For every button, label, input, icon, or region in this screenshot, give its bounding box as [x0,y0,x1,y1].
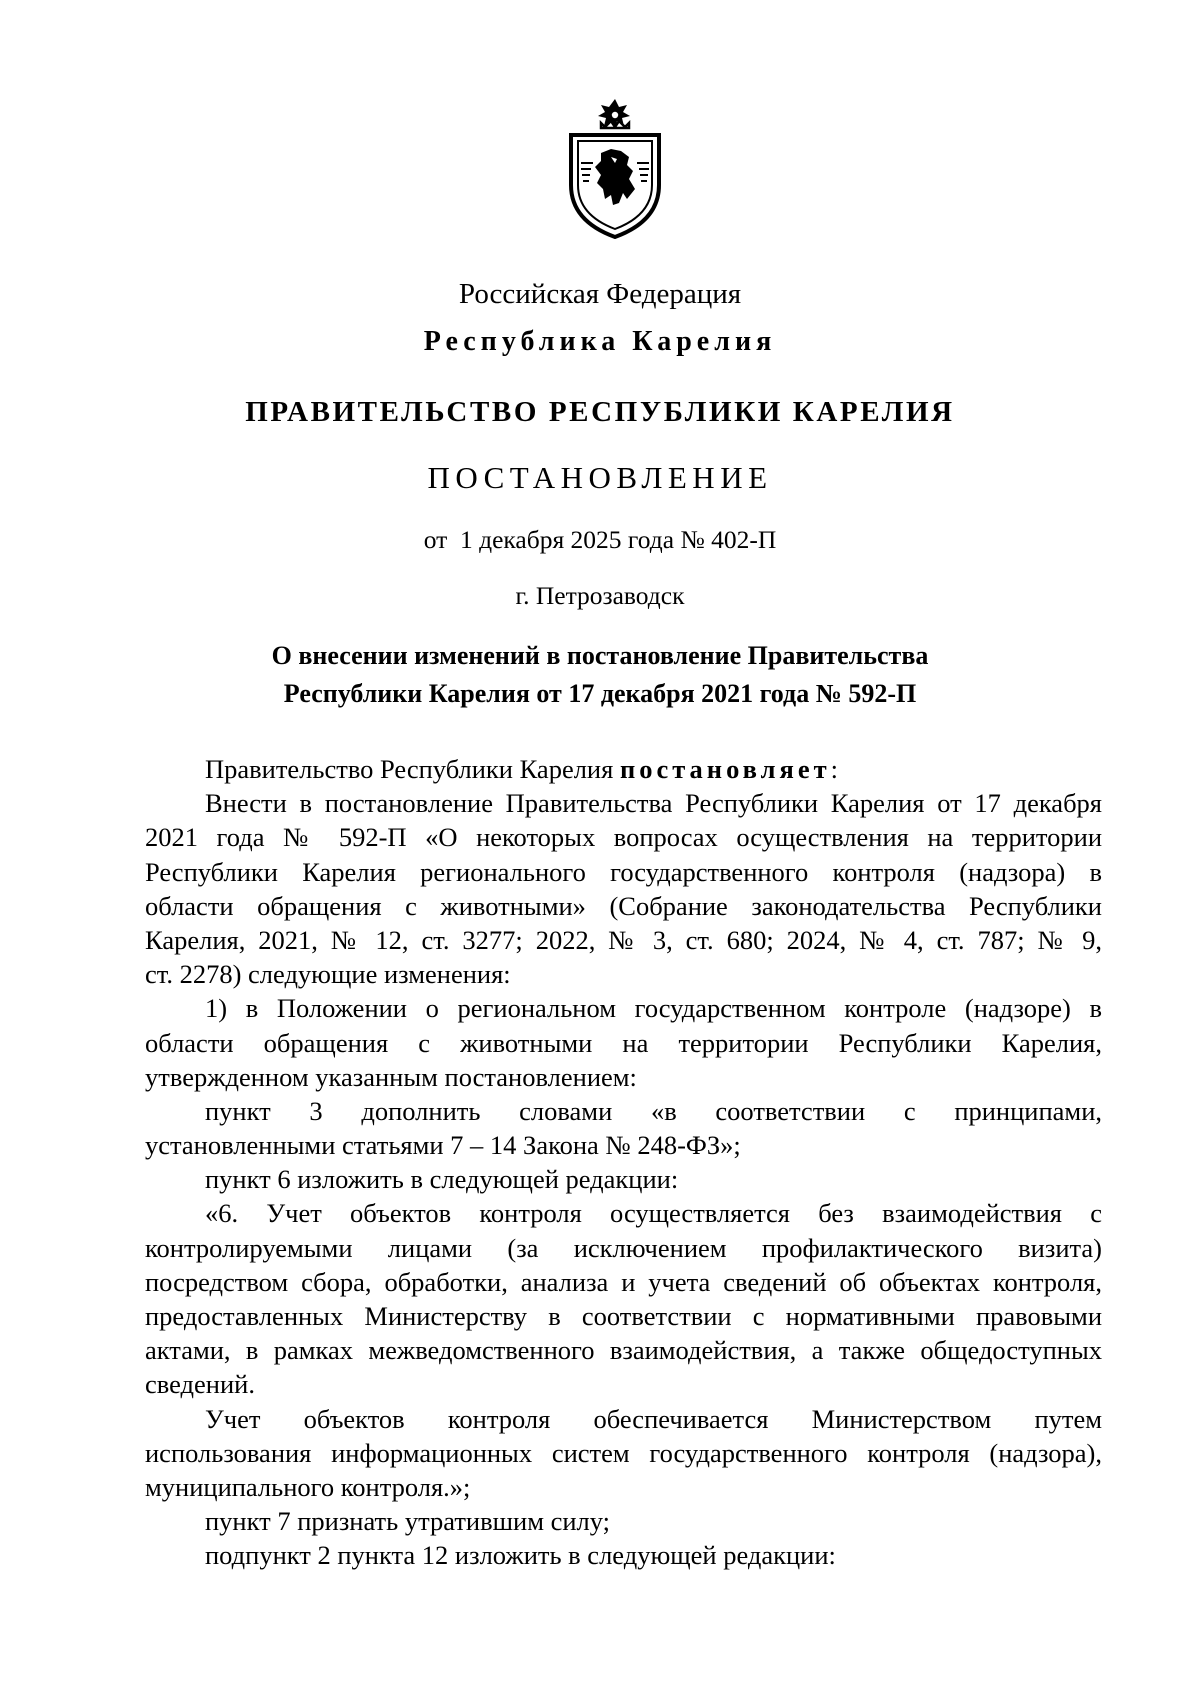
body-line: сведений. [145,1369,255,1400]
government-name: ПРАВИТЕЛЬСТВО РЕСПУБЛИКИ КАРЕЛИЯ [245,396,955,428]
document-date-number: от 1 декабря 2025 года № 402-П [423,525,777,554]
body-line: установленными статьями 7 – 14 Закона № 248-ФЗ»; [145,1130,741,1161]
body-line: 2021 года № 592-П «О некоторых вопросах осуществления на территории [145,822,1102,853]
body-line: муниципального контроля.»; [145,1471,471,1502]
body-line: пункт 6 изложить в следующей редакции: [205,1164,679,1195]
body-line: Карелия, 2021, № 12, ст. 3277; 2022, № 3, ст. 680; 2024, № 4, ст. 787; № 9, [145,924,1102,955]
karelia-coat-of-arms-icon [567,97,663,239]
body-line: использования информационных систем государственного контроля (надзора), [145,1437,1102,1468]
preamble-prefix: Правительство Республики Карелия [205,754,620,784]
body-line: подпункт 2 пункта 12 изложить в следующей редакции: [205,1540,836,1571]
body-line: посредством сбора, обработки, анализа и учета сведений об объектах контроля, [145,1266,1102,1297]
country-name: Российская Федерация [458,278,742,310]
body-line: области обращения с животными на территории Республики Карелия, [145,1027,1102,1058]
body-line: утвержденном указанным постановлением: [145,1061,637,1092]
document-city: г. Петрозаводск [515,581,685,610]
body-line: актами, в рамках межведомственного взаимодействия, а также общедоступных [145,1335,1102,1366]
preamble [145,752,1102,786]
body-line: «6. Учет объектов контроля осуществляется без взаимодействия с [205,1198,1102,1229]
body-line: Республики Карелия регионального государственного контроля (надзора) в [145,856,1102,887]
preamble-suffix: : [830,754,838,784]
body-line: области обращения с животными» (Собрание законодательства Республики [145,890,1102,921]
body-line: 1) в Положении о региональном государственном контроле (надзоре) в [205,993,1102,1024]
body-line: ст. 2278) следующие изменения: [145,959,511,990]
document-title-line-1: О внесении изменений в постановление Правительства [271,641,929,670]
body-line: Учет объектов контроля обеспечивается Министерством путем [205,1403,1102,1434]
document-body [145,752,1102,1573]
preamble-verb: постановляет [619,754,831,784]
body-line: контролируемыми лицами (за исключением профилактического визита) [145,1232,1102,1263]
body-line: Внести в постановление Правительства Республики Карелия от 17 декабря [205,788,1102,819]
republic-name: Республика Карелия [423,326,777,357]
body-line: пункт 3 дополнить словами «в соответствии с принципами, [205,1095,1102,1126]
body-line: предоставленных Министерству в соответствии с нормативными правовыми [145,1301,1102,1331]
document-type: ПОСТАНОВЛЕНИЕ [427,460,773,495]
document-title-line-2: Республики Карелия от 17 декабря 2021 года № 592-П [283,679,917,708]
body-line: пункт 7 признать утратившим силу; [205,1506,611,1537]
